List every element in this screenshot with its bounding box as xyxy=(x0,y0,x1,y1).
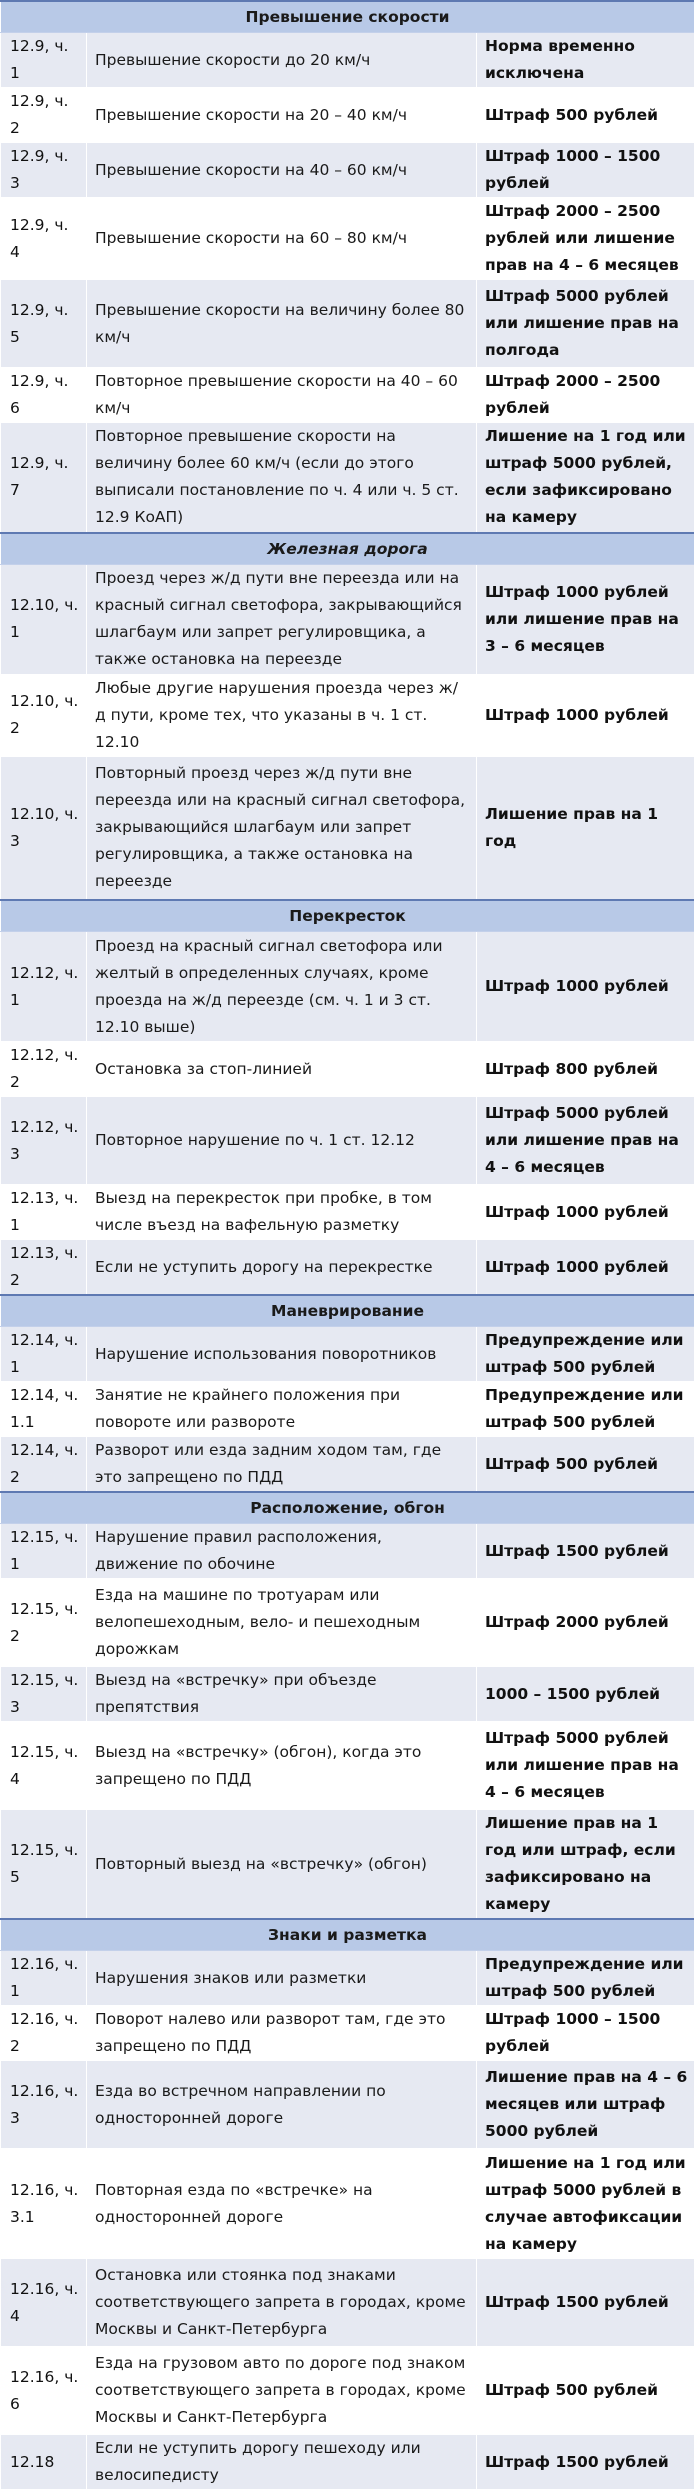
article-cell: 12.9, ч. 3 xyxy=(1,143,87,198)
article-cell: 12.14, ч. 1 xyxy=(1,1327,87,1382)
description-cell: Превышение скорости на 40 – 60 км/ч xyxy=(87,143,477,198)
penalty-cell: Предупреждение или штраф 500 рублей xyxy=(477,1382,694,1437)
section-header xyxy=(1,533,694,565)
penalty-cell: Предупреждение или штраф 500 рублей xyxy=(477,1327,694,1382)
article-cell: 12.10, ч. 1 xyxy=(1,564,87,674)
article-cell: 12.15, ч. 2 xyxy=(1,1579,87,1667)
table-row xyxy=(1,33,694,88)
description-cell: Повторное превышение скорости на 40 – 60 км/ч xyxy=(87,368,477,423)
article-cell: 12.9, ч. 6 xyxy=(1,368,87,423)
table-row xyxy=(1,564,694,674)
penalty-cell: Штраф 2000 – 2500 рублей xyxy=(477,368,694,423)
section-title: Расположение, обгон xyxy=(1,1492,694,1524)
description-cell: Если не уступить дорогу на перекрестке xyxy=(87,1240,477,1296)
penalty-cell: Штраф 5000 рублей или лишение прав на 4 – 6 месяцев xyxy=(477,1722,694,1810)
penalty-cell: Лишение на 1 год или штраф 5000 рублей, если зафиксировано на камеру xyxy=(477,423,694,533)
penalty-cell: Штраф 1000 рублей xyxy=(477,1185,694,1240)
table-row xyxy=(1,1951,694,2006)
penalty-cell: Лишение прав на 4 – 6 месяцев или штраф 5000 рублей xyxy=(477,2061,694,2149)
penalty-cell: Штраф 1000 рублей xyxy=(477,932,694,1042)
table-row xyxy=(1,1327,694,1382)
table-row xyxy=(1,1810,694,1920)
description-cell: Остановка или стоянка под знаками соответствующего запрета в городах, кроме Москвы и Санкт-Петербурга xyxy=(87,2259,477,2347)
article-cell: 12.12, ч. 1 xyxy=(1,932,87,1042)
description-cell: Нарушение использования поворотников xyxy=(87,1327,477,1382)
penalty-cell: Штраф 500 рублей xyxy=(477,2347,694,2435)
table-row xyxy=(1,143,694,198)
article-cell: 12.13, ч. 1 xyxy=(1,1185,87,1240)
article-cell: 12.9, ч. 7 xyxy=(1,423,87,533)
table-row xyxy=(1,368,694,423)
description-cell: Повторное нарушение по ч. 1 ст. 12.12 xyxy=(87,1097,477,1185)
penalty-cell: Штраф 2000 рублей xyxy=(477,1579,694,1667)
table-row xyxy=(1,1579,694,1667)
description-cell: Разворот или езда задним ходом там, где это запрещено по ПДД xyxy=(87,1437,477,1493)
table-row xyxy=(1,2435,694,2490)
table-row xyxy=(1,198,694,280)
table-row xyxy=(1,423,694,533)
article-cell: 12.10, ч. 3 xyxy=(1,756,87,900)
section-header xyxy=(1,900,694,932)
penalty-cell: 1000 – 1500 рублей xyxy=(477,1667,694,1722)
penalty-cell: Штраф 1500 рублей xyxy=(477,1524,694,1579)
section-title: Маневрирование xyxy=(1,1295,694,1327)
penalty-cell: Штраф 1000 рублей xyxy=(477,1240,694,1296)
penalty-cell: Штраф 1000 рублей xyxy=(477,674,694,756)
table-row xyxy=(1,1524,694,1579)
table-row xyxy=(1,756,694,900)
article-cell: 12.12, ч. 2 xyxy=(1,1042,87,1097)
section-header xyxy=(1,1,694,33)
description-cell: Повторное превышение скорости на величину более 60 км/ч (если до этого выписали постановление по ч. 4 или ч. 5 ст. 12.9 КоАП) xyxy=(87,423,477,533)
penalty-cell: Лишение прав на 1 год xyxy=(477,756,694,900)
description-cell: Езда на грузовом авто по дороге под знаком соответствующего запрета в городах, кроме Москвы и Санкт-Петербурга xyxy=(87,2347,477,2435)
description-cell: Превышение скорости на 20 – 40 км/ч xyxy=(87,88,477,143)
fines-table-body xyxy=(1,1,694,2490)
table-row xyxy=(1,2061,694,2149)
description-cell: Превышение скорости до 20 км/ч xyxy=(87,33,477,88)
description-cell: Выезд на «встречку» при объезде препятствия xyxy=(87,1667,477,1722)
section-title: Железная дорога xyxy=(1,533,694,565)
article-cell: 12.16, ч. 2 xyxy=(1,2006,87,2061)
article-cell: 12.16, ч. 3 xyxy=(1,2061,87,2149)
penalty-cell: Штраф 1500 рублей xyxy=(477,2259,694,2347)
table-row xyxy=(1,1722,694,1810)
description-cell: Любые другие нарушения проезда через ж/д пути, кроме тех, что указаны в ч. 1 ст. 12.10 xyxy=(87,674,477,756)
description-cell: Нарушения знаков или разметки xyxy=(87,1951,477,2006)
penalty-cell: Предупреждение или штраф 500 рублей xyxy=(477,1951,694,2006)
penalty-cell: Штраф 2000 – 2500 рублей или лишение прав на 4 – 6 месяцев xyxy=(477,198,694,280)
table-row xyxy=(1,1185,694,1240)
section-header xyxy=(1,1919,694,1951)
table-row xyxy=(1,1667,694,1722)
article-cell: 12.9, ч. 5 xyxy=(1,280,87,368)
section-header xyxy=(1,1492,694,1524)
article-cell: 12.16, ч. 1 xyxy=(1,1951,87,2006)
description-cell: Повторная езда по «встречке» на односторонней дороге xyxy=(87,2149,477,2259)
description-cell: Повторный проезд через ж/д пути вне переезда или на красный сигнал светофора, закрывающийся шлагбаум или запрет регулировщика, а также остановка на переезде xyxy=(87,756,477,900)
description-cell: Нарушение правил расположения, движение по обочине xyxy=(87,1524,477,1579)
section-title: Превышение скорости xyxy=(1,1,694,33)
description-cell: Занятие не крайнего положения при повороте или развороте xyxy=(87,1382,477,1437)
article-cell: 12.15, ч. 1 xyxy=(1,1524,87,1579)
description-cell: Повторный выезд на «встречку» (обгон) xyxy=(87,1810,477,1920)
article-cell: 12.16, ч. 3.1 xyxy=(1,2149,87,2259)
description-cell: Выезд на «встречку» (обгон), когда это запрещено по ПДД xyxy=(87,1722,477,1810)
penalty-cell: Лишение прав на 1 год или штраф, если зафиксировано на камеру xyxy=(477,1810,694,1920)
article-cell: 12.9, ч. 2 xyxy=(1,88,87,143)
penalty-cell: Штраф 1000 – 1500 рублей xyxy=(477,2006,694,2061)
table-row xyxy=(1,280,694,368)
table-row xyxy=(1,1382,694,1437)
penalty-cell: Штраф 5000 рублей или лишение прав на 4 – 6 месяцев xyxy=(477,1097,694,1185)
section-title: Перекресток xyxy=(1,900,694,932)
penalty-cell: Штраф 1500 рублей xyxy=(477,2435,694,2490)
penalty-cell: Норма временно исключена xyxy=(477,33,694,88)
article-cell: 12.14, ч. 1.1 xyxy=(1,1382,87,1437)
description-cell: Езда на машине по тротуарам или велопешеходным, вело- и пешеходным дорожкам xyxy=(87,1579,477,1667)
table-row xyxy=(1,2149,694,2259)
description-cell: Поворот налево или разворот там, где это запрещено по ПДД xyxy=(87,2006,477,2061)
description-cell: Выезд на перекресток при пробке, в том числе въезд на вафельную разметку xyxy=(87,1185,477,1240)
article-cell: 12.15, ч. 5 xyxy=(1,1810,87,1920)
description-cell: Если не уступить дорогу пешеходу или велосипедисту xyxy=(87,2435,477,2490)
description-cell: Превышение скорости на 60 – 80 км/ч xyxy=(87,198,477,280)
penalty-cell: Штраф 1000 рублей или лишение прав на 3 – 6 месяцев xyxy=(477,564,694,674)
table-row xyxy=(1,2006,694,2061)
description-cell: Езда во встречном направлении по односторонней дороге xyxy=(87,2061,477,2149)
article-cell: 12.18 xyxy=(1,2435,87,2490)
article-cell: 12.16, ч. 6 xyxy=(1,2347,87,2435)
penalty-cell: Штраф 500 рублей xyxy=(477,88,694,143)
table-row xyxy=(1,2259,694,2347)
table-row xyxy=(1,674,694,756)
penalty-cell: Штраф 800 рублей xyxy=(477,1042,694,1097)
article-cell: 12.9, ч. 4 xyxy=(1,198,87,280)
penalty-cell: Штраф 500 рублей xyxy=(477,1437,694,1493)
penalty-cell: Лишение на 1 год или штраф 5000 рублей в случае автофиксации на камеру xyxy=(477,2149,694,2259)
section-title: Знаки и разметка xyxy=(1,1919,694,1951)
article-cell: 12.9, ч. 1 xyxy=(1,33,87,88)
description-cell: Превышение скорости на величину более 80 км/ч xyxy=(87,280,477,368)
article-cell: 12.12, ч. 3 xyxy=(1,1097,87,1185)
penalty-cell: Штраф 5000 рублей или лишение прав на полгода xyxy=(477,280,694,368)
description-cell: Остановка за стоп-линией xyxy=(87,1042,477,1097)
description-cell: Проезд через ж/д пути вне переезда или на красный сигнал светофора, закрывающийся шлагбаум или запрет регулировщика, а также остановка на переезде xyxy=(87,564,477,674)
table-row xyxy=(1,2347,694,2435)
section-header xyxy=(1,1295,694,1327)
article-cell: 12.10, ч. 2 xyxy=(1,674,87,756)
article-cell: 12.13, ч. 2 xyxy=(1,1240,87,1296)
table-row xyxy=(1,1240,694,1296)
table-row xyxy=(1,932,694,1042)
penalty-cell: Штраф 1000 – 1500 рублей xyxy=(477,143,694,198)
description-cell: Проезд на красный сигнал светофора или желтый в определенных случаях, кроме проезда на ж/д переезде (см. ч. 1 и 3 ст. 12.10 выше) xyxy=(87,932,477,1042)
table-row xyxy=(1,1437,694,1493)
table-row xyxy=(1,1097,694,1185)
table-row xyxy=(1,88,694,143)
article-cell: 12.14, ч. 2 xyxy=(1,1437,87,1493)
table-row xyxy=(1,1042,694,1097)
article-cell: 12.16, ч. 4 xyxy=(1,2259,87,2347)
article-cell: 12.15, ч. 4 xyxy=(1,1722,87,1810)
article-cell: 12.15, ч. 3 xyxy=(1,1667,87,1722)
